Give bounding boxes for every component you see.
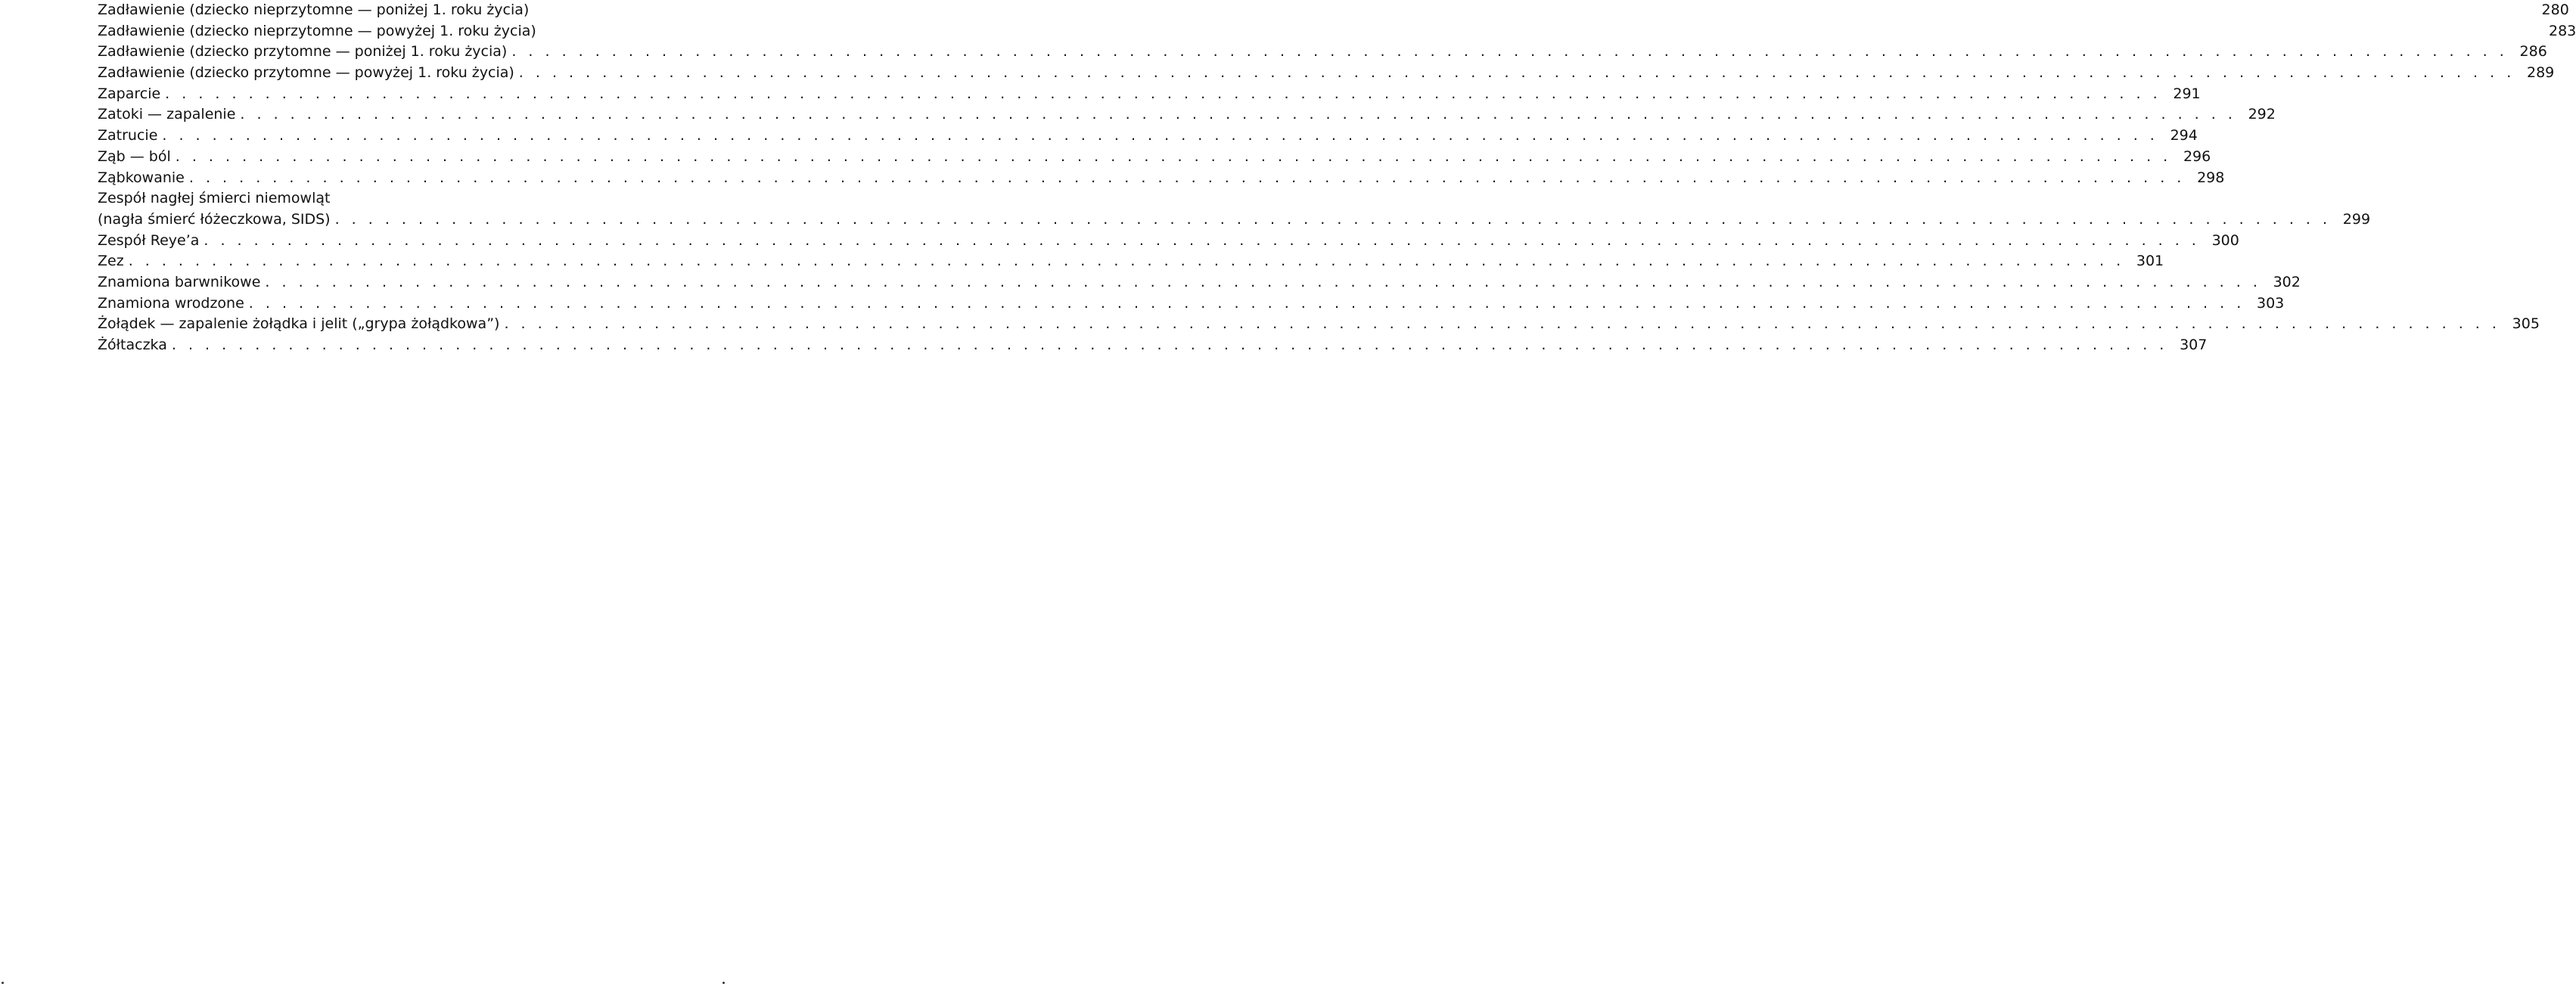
toc-entry [98, 314, 2540, 335]
corner-mark-right [722, 982, 725, 984]
dot-leader: . . . . . . . . . . . . . . . . . . . . . . . . . . . . . . . . . . . . . . . . . . . . . . . . . . . . . . . . . . . . . . . . . . . . . . . . . . . . . . . . . . . . . . . . . . . . . . . . . . . . . . . . . . . . . . . . . . . . . . . . [162, 127, 2158, 144]
toc-entry-title: (nagła śmierć łóżeczkowa, SIDS) [98, 210, 331, 228]
toc-entry-page-number: 298 [2197, 169, 2225, 186]
toc-entry-title: Zadławienie (dziecko nieprzytomne — powyżej 1. roku życia) [98, 22, 536, 39]
toc-entry [98, 335, 2208, 356]
toc-entry-page-number: 280 [2541, 2, 2569, 18]
toc-entry-page-number: 296 [2183, 147, 2211, 165]
toc-entry-title: Żołądek — zapalenie żołądka i jelit („grypa żołądkowa”) [98, 315, 500, 333]
dot-leader: . . . . . . . . . . . . . . . . . . . . . . . . . . . . . . . . . . . . . . . . . . . . . . . . . . . . . . . . . . . . . . . . . . . . . . . . . . . . . . . . . . . . . . . . . . . . . . . . . . . . . . . . . . . . . . . . . . . . . . . . [204, 231, 2200, 249]
dot-leader: . . . . . . . . . . . . . . . . . . . . . . . . . . . . . . . . . . . . . . . . . . . . . . . . . . . . . . . . . . . . . . . . . . . . . . . . . . . . . . . . . . . . . . . . . . . . . . . . . . . . . . . . . . . . . . . . . . . . . . . . [171, 337, 2168, 353]
toc-entry [98, 147, 2211, 168]
toc-entry-page-number: 301 [2136, 253, 2164, 270]
toc-entry-page-number: 283 [2548, 22, 2576, 39]
toc-entry-page-number: 307 [2180, 337, 2208, 353]
toc-entry-page-number: 300 [2211, 231, 2239, 249]
toc-entry-title: Zadławienie (dziecko nieprzytomne — poniżej 1. roku życia) [98, 2, 530, 18]
toc-entry-page-number: 303 [2256, 294, 2285, 312]
toc-entry-title: Żółtaczka [98, 337, 167, 353]
toc-entry [98, 251, 2164, 272]
toc-entry-title: Ząb — ból [98, 147, 171, 165]
toc-entry [98, 42, 2547, 63]
toc-entry-page-number: 305 [2512, 315, 2540, 333]
toc-entry-title: Zaparcie [98, 85, 161, 102]
toc-entry-title: Zatoki — zapalenie [98, 106, 236, 123]
toc-entry-title: Zespół Reye’a [98, 231, 200, 249]
toc-entry-title: Zatrucie [98, 127, 158, 144]
toc-entry-title: Znamiona barwnikowe [98, 273, 261, 290]
toc-entry [98, 21, 2576, 42]
dot-leader: . . . . . . . . . . . . . . . . . . . . . . . . . . . . . . . . . . . . . . . . . . . . . . . . . . . . . . . . . . . . . . . . . . . . . . . . . . . . . . . . . . . . . . . . . . . . . . . . . . . . . . . . . . . . . . . . . . . . . . . . [240, 106, 2236, 123]
toc-entry [98, 63, 2555, 84]
toc-entry-page-number: 289 [2526, 64, 2555, 82]
dot-leader: . . . . . . . . . . . . . . . . . . . . . . . . . . . . . . . . . . . . . . . . . . . . . . . . . . . . . . . . . . . . . . . . . . . . . . . . . . . . . . . . . . . . . . . . . . . . . . . . . . . . . . . . . . . . . . . . . . . . . . . . [175, 147, 2172, 165]
dot-leader: . . . . . . . . . . . . . . . . . . . . . . . . . . . . . . . . . . . . . . . . . . . . . . . . . . . . . . . . . . . . . . . . . . . . . . . . . . . . . . . . . . . . . . . . . . . . . . . . . . . . . . . . . . . . . . . . . . . . . . . . [188, 169, 2186, 186]
toc-entry-page-number: 299 [2342, 210, 2371, 228]
toc-entry-page-number: 292 [2248, 106, 2276, 123]
toc-entry [98, 293, 2285, 315]
toc-entry-page-number: 286 [2519, 43, 2547, 61]
toc-entry-title: Ząbkowanie [98, 169, 185, 186]
toc-entry-page-number: 302 [2273, 273, 2301, 290]
toc-entry-title: Zadławienie (dziecko przytomne — powyżej 1. roku życia) [98, 64, 514, 82]
toc-entry [98, 210, 2371, 231]
dot-leader: . . . . . . . . . . . . . . . . . . . . . . . . . . . . . . . . . . . . . . . . . . . . . . . . . . . . . . . . . . . . . . . . . . . . . . . . . . . . . . . . . . . . . . . . . . . . . . . . . . . . . . . . . . . . . . . . . . . . . . . . [128, 253, 2125, 270]
toc-entry [98, 272, 2301, 293]
toc-entry [98, 231, 2239, 252]
toc-entry [98, 126, 2198, 147]
corner-mark-left [2, 982, 4, 984]
dot-leader: . . . . . . . . . . . . . . . . . . . . . . . . . . . . . . . . . . . . . . . . . . . . . . . . . . . . . . . . . . . . . . . . . . . . . . . . . . . . . . . . . . . . . . . . . . . . . . . . . . . . . . . . . . . . . . . . . . . . . . . . [248, 294, 2245, 312]
toc-entry-title: Znamiona wrodzone [98, 294, 244, 312]
dot-leader: . . . . . . . . . . . . . . . . . . . . . . . . . . . . . . . . . . . . . . . . . . . . . . . . . . . . . . . . . . . . . . . . . . . . . . . . . . . . . . . . . . . . . . . . . . . . . . . . . . . . . . . . . . . . . . . . . . . . . . . . [334, 210, 2332, 228]
dot-leader: . . . . . . . . . . . . . . . . . . . . . . . . . . . . . . . . . . . . . . . . . . . . . . . . . . . . . . . . . . . . . . . . . . . . . . . . . . . . . . . . . . . . . . . . . . . . . . . . . . . . . . . . . . . . . . . . . . . . . . . . [165, 85, 2161, 102]
toc-entry-page-number: 291 [2173, 85, 2201, 102]
dot-leader: . . . . . . . . . . . . . . . . . . . . . . . . . . . . . . . . . . . . . . . . . . . . . . . . . . . . . . . . . . . . . . . . . . . . . . . . . . . . . . . . . . . . . . . . . . . . . . . . . . . . . . . . . . . . . . . . . . . . . . . . [504, 315, 2500, 333]
toc-entry-title: Zadławienie (dziecko przytomne — poniżej 1. roku życia) [98, 43, 508, 61]
toc-entry [98, 0, 2569, 21]
toc-entry-title: Zez [98, 253, 124, 270]
toc-entry [98, 168, 2225, 189]
dot-leader: . . . . . . . . . . . . . . . . . . . . . . . . . . . . . . . . . . . . . . . . . . . . . . . . . . . . . . . . . . . . . . . . . . . . . . . . . . . . . . . . . . . . . . . . . . . . . . . . . . . . . . . . . . . . . . . . . . . . . . . . [511, 43, 2508, 61]
dot-leader: . . . . . . . . . . . . . . . . . . . . . . . . . . . . . . . . . . . . . . . . . . . . . . . . . . . . . . . . . . . . . . . . . . . . . . . . . . . . . . . . . . . . . . . . . . . . . . . . . . . . . . . . . . . . . . . . . . . . . . . . [265, 273, 2261, 290]
dot-leader: . . . . . . . . . . . . . . . . . . . . . . . . . . . . . . . . . . . . . . . . . . . . . . . . . . . . . . . . . . . . . . . . . . . . . . . . . . . . . . . . . . . . . . . . . . . . . . . . . . . . . . . . . . . . . . . . . . . . . . . . [518, 64, 2515, 82]
toc-entry [98, 84, 2201, 105]
toc-entry-title-line: Zespół nagłej śmierci niemowląt [98, 190, 331, 207]
toc-entry [98, 104, 2276, 126]
table-of-contents [98, 0, 2576, 356]
toc-entry-page-number: 294 [2170, 127, 2198, 144]
